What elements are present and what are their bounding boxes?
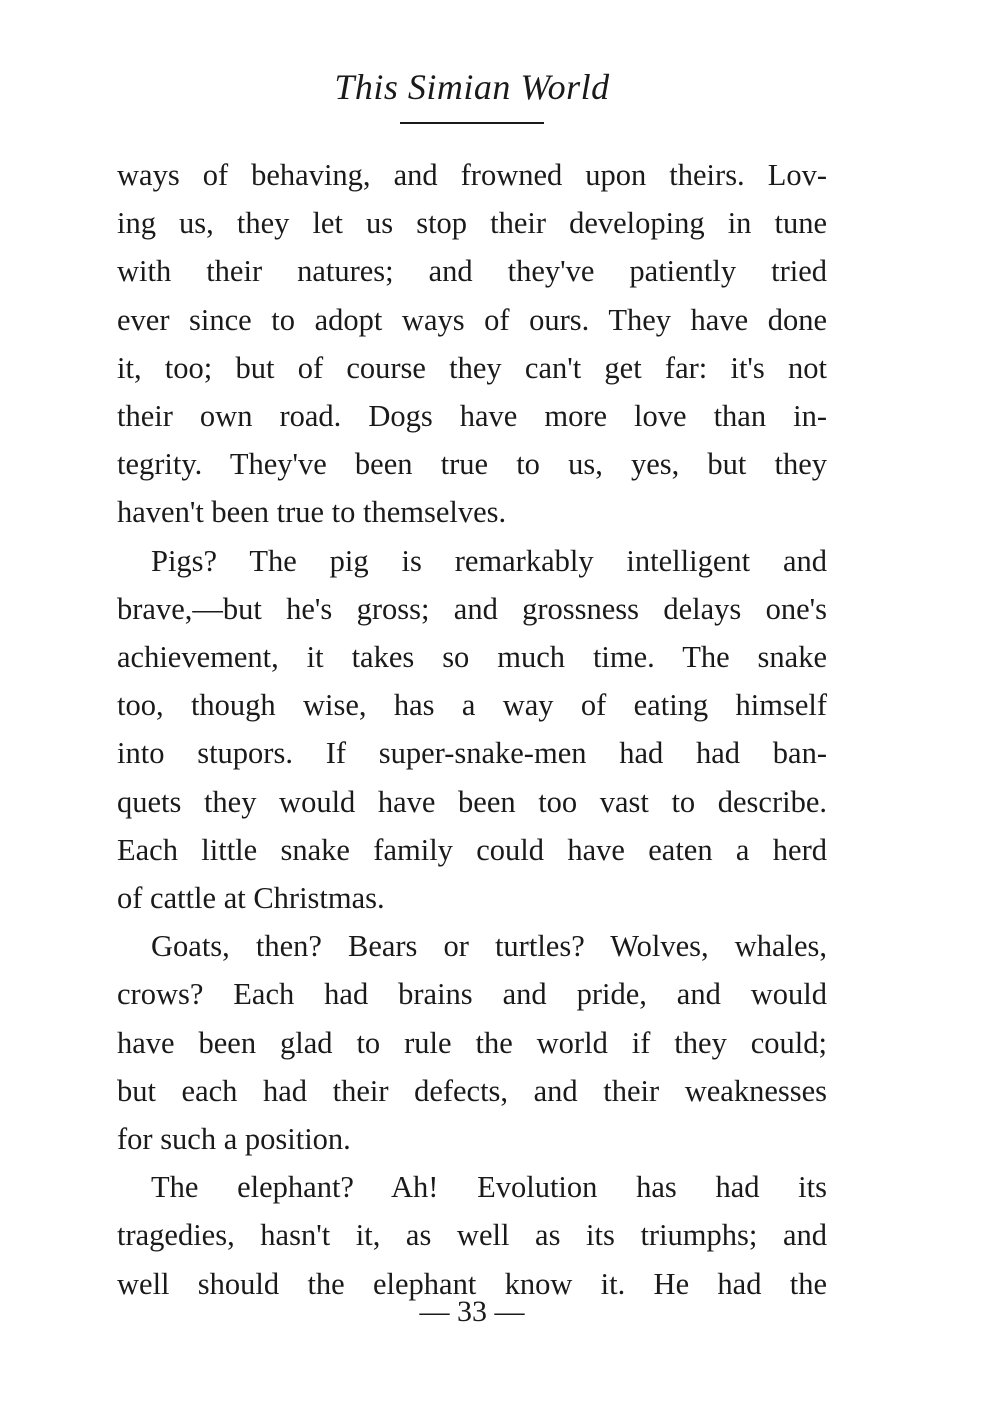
text-line: for such a position. xyxy=(117,1122,351,1157)
text-line: Pigs? The pig is remarkably intelligent and xyxy=(151,543,827,578)
body-text xyxy=(117,151,827,1308)
text-line: The elephant? Ah! Evolution has had its xyxy=(151,1170,827,1205)
paragraph xyxy=(117,151,827,537)
text-line: ing us, they let us stop their developing in tune xyxy=(117,206,827,241)
text-line: quets they would have been too vast to describe. xyxy=(117,784,827,819)
text-line: Each little snake family could have eaten a herd xyxy=(117,832,827,867)
text-line: well should the elephant know it. He had the xyxy=(117,1266,827,1301)
text-line: ways of behaving, and frowned upon theirs. Lov- xyxy=(117,158,827,192)
text-line: of cattle at Christmas. xyxy=(117,881,385,916)
text-line: achievement, it takes so much time. The snake xyxy=(117,640,827,675)
text-line: their own road. Dogs have more love than in- xyxy=(117,399,827,434)
text-line: crows? Each had brains and pride, and would xyxy=(117,977,827,1012)
page-number: — 33 — xyxy=(419,1295,525,1328)
text-line: have been glad to rule the world if they could; xyxy=(117,1025,827,1060)
paragraph xyxy=(117,922,827,1163)
text-line: ever since to adopt ways of ours. They have done xyxy=(117,302,827,337)
text-line: tegrity. They've been true to us, yes, but they xyxy=(117,447,827,482)
text-line: it, too; but of course they can't get far: it's not xyxy=(117,350,827,385)
text-line: tragedies, hasn't it, as well as its triumphs; and xyxy=(117,1218,827,1253)
header-rule xyxy=(400,122,544,124)
text-line: with their natures; and they've patiently tried xyxy=(117,254,827,289)
text-line: brave,—but he's gross; and grossness delays one's xyxy=(117,591,827,626)
paragraph xyxy=(117,537,827,923)
text-line: but each had their defects, and their weaknesses xyxy=(117,1073,827,1108)
running-title: This Simian World xyxy=(334,67,610,107)
paragraph xyxy=(117,1163,827,1308)
text-line: into stupors. If super-snake-men had had ban- xyxy=(117,736,827,771)
text-line: Goats, then? Bears or turtles? Wolves, whales, xyxy=(151,929,827,964)
text-line: too, though wise, has a way of eating himself xyxy=(117,688,827,723)
text-line: haven't been true to themselves. xyxy=(117,495,507,530)
